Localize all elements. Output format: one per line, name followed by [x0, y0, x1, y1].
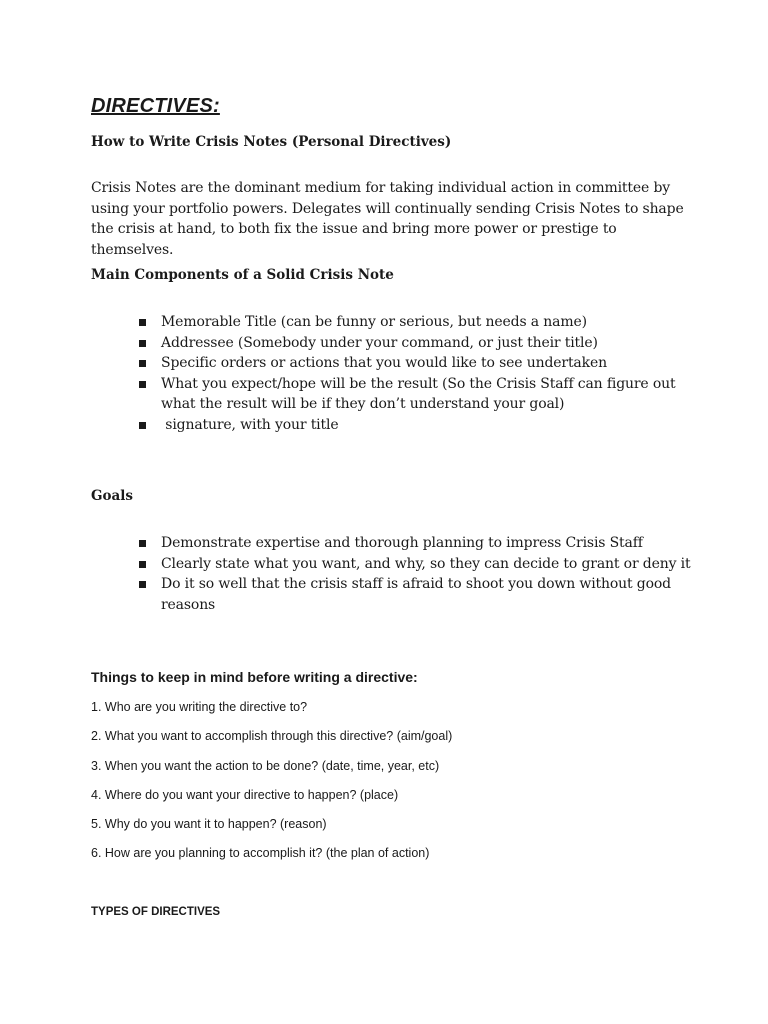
list-item: What you expect/hope will be the result (So the Crisis Staff can figure out what the result will be if they don’t understand your goal) — [139, 374, 699, 415]
bullet-square-icon — [139, 381, 146, 388]
question-item: 1. Who are you writing the directive to? — [91, 700, 308, 714]
subtitle: How to Write Crisis Notes (Personal Directives) — [91, 134, 452, 150]
question-item: 5. Why do you want it to happen? (reason) — [91, 817, 327, 831]
question-item: 3. When you want the action to be done? (date, time, year, etc) — [91, 759, 440, 773]
goals-list — [139, 533, 699, 615]
components-list — [139, 312, 699, 435]
types-heading: TYPES OF DIRECTIVES — [91, 906, 221, 918]
bullet-square-icon — [139, 581, 146, 588]
bullet-square-icon — [139, 540, 146, 547]
question-item: 6. How are you planning to accomplish it? (the plan of action) — [91, 846, 430, 860]
list-item: Clearly state what you want, and why, so they can decide to grant or deny it — [139, 554, 699, 575]
components-heading: Main Components of a Solid Crisis Note — [91, 267, 394, 283]
document-title: DIRECTIVES: — [91, 95, 220, 117]
list-item: signature, with your title — [139, 415, 699, 436]
bullet-square-icon — [139, 340, 146, 347]
list-item: Addressee (Somebody under your command, or just their title) — [139, 333, 699, 354]
list-item: Specific orders or actions that you would like to see undertaken — [139, 353, 699, 374]
bullet-square-icon — [139, 561, 146, 568]
list-item: Demonstrate expertise and thorough planning to impress Crisis Staff — [139, 533, 699, 554]
question-item: 4. Where do you want your directive to happen? (place) — [91, 788, 399, 802]
goals-heading: Goals — [91, 488, 134, 504]
list-item: Do it so well that the crisis staff is afraid to shoot you down without good reasons — [139, 574, 699, 615]
intro-paragraph: Crisis Notes are the dominant medium for taking individual action in committee by using your portfolio powers. Delegates will continually sending Crisis Notes to shape the crisis at hand, to both fix the issue and bring more power or prestige to themselves. — [91, 180, 684, 258]
list-item: Memorable Title (can be funny or serious, but needs a name) — [139, 312, 699, 333]
question-item: 2. What you want to accomplish through this directive? (aim/goal) — [91, 729, 453, 743]
bullet-square-icon — [139, 422, 146, 429]
keep-in-mind-heading: Things to keep in mind before writing a directive: — [91, 669, 418, 685]
bullet-square-icon — [139, 319, 146, 326]
bullet-square-icon — [139, 360, 146, 367]
